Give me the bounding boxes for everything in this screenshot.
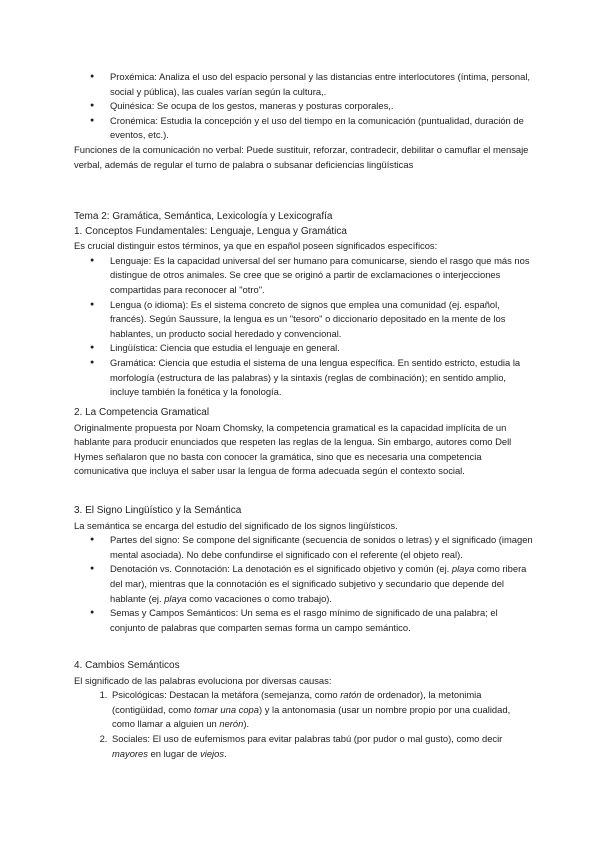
section-2-title: 2. La Competencia Gramatical (74, 407, 210, 418)
list-item: ● Lingüística: Ciencia que estudia el lenguaje en general. (108, 341, 534, 356)
text-run: en lugar de (147, 747, 201, 759)
section-1-intro: Es crucial distinguir estos términos, ya que en español poseen significados específicos: (74, 240, 438, 252)
section-3-list (74, 533, 534, 635)
section-4-intro: El significado de las palabras evoluciona por diversas causas: (74, 674, 332, 686)
text-run: Denotación vs. Connotación: La denotación es el significado objetivo y común (ej. (110, 563, 452, 575)
list-item: ● Semas y Campos Semánticos: Un sema es el rasgo mínimo de significado de una palabra; el conjunto de palabras que comparten semas forma un campo semántico. (108, 606, 534, 635)
text-run: Psicológicas: Destacan la metáfora (semejanza, como (112, 689, 341, 701)
list-item (110, 688, 534, 732)
text-run: de ordenador), la metonimia (contigüidad, como (112, 689, 482, 715)
text-run: ). (243, 718, 250, 730)
tema-section (74, 210, 534, 400)
section-4 (74, 659, 534, 761)
section-3-title: 3. El Signo Lingüístico y la Semántica (74, 505, 242, 516)
list-item: ● Gramática: Ciencia que estudia el sistema de una lengua específica. En sentido estricto, estudia la morfología (estructura de las palabras) y la sintaxis (reglas de combinación); en sentido amplio, incluye también la fonética y la fonología. (108, 356, 534, 400)
tema-title: Tema 2: Gramática, Semántica, Lexicología y Lexicografía (74, 211, 333, 222)
list-item (110, 732, 534, 761)
list-item: ● Cronémica: Estudia la concepción y el uso del tiempo en la comunicación (puntualidad, duración de eventos, etc.). (108, 114, 534, 143)
text-run: . (224, 747, 227, 759)
section-3 (74, 504, 534, 635)
section-1-list (74, 254, 534, 400)
nonverbal-list (74, 70, 534, 143)
section-1-title: 1. Conceptos Fundamentales: Lenguaje, Lengua y Gramática (74, 225, 347, 237)
functions-paragraph: Funciones de la comunicación no verbal: Puede sustituir, reforzar, contradecir, debilitar o camuflar el mensaje verbal, además de regular el turno de palabra o subsanar deficiencias lingüísticas (74, 143, 529, 170)
section-4-list (74, 688, 534, 761)
italic-term: playa (164, 592, 187, 604)
text-run: Sociales: El uso de eufemismos para evitar palabras tabú (por pudor o mal gusto), como decir (112, 732, 503, 744)
section-4-title: 4. Cambios Semánticos (74, 660, 180, 671)
list-item: ● Partes del signo: Se compone del significante (secuencia de sonidos o letras) y el significado (imagen mental asociada). No debe confundirse el significado con el referente (el objeto real). (108, 533, 534, 562)
list-item: ● Quinésica: Se ocupa de los gestos, maneras y posturas corporales,. (108, 99, 534, 114)
italic-term: playa (451, 563, 475, 575)
text-run: como ribera del mar), mientras que la connotación es el significado subjetivo y secundario que depende del hablante (ej. (110, 563, 527, 604)
italic-term: viejos (200, 747, 225, 759)
list-item: ● Lenguaje: Es la capacidad universal del ser humano para comunicarse, siendo el rasgo que más nos distingue de otros animales. Se cree que se originó a partir de exclamaciones o interjecciones compartidas para reconocer al "otro". (108, 254, 534, 298)
list-item: ● Proxémica: Analiza el uso del espacio personal y las distancias entre interlocutores (íntima, personal, social y pública), las cuales varían según la cultura,. (108, 70, 534, 99)
list-item: ● Lengua (o idioma): Es el sistema concreto de signos que emplea una comunidad (ej. español, francés). Según Saussure, la lengua es un "tesoro" o diccionario depositado en la mente de los hablantes, un producto social heredado y convencional. (108, 298, 534, 342)
italic-term: nerón (219, 718, 244, 730)
list-item (108, 562, 534, 606)
text-run: como vacaciones o como trabajo). (186, 592, 333, 604)
section-2-paragraph: Originalmente propuesta por Noam Chomsky, la competencia gramatical es la capacidad implícita de un hablante para producir enunciados que respeten las reglas de la lengua. Sin embargo, autores como Dell Hymes señalaron que no basta con conocer la gramática, sino que es necesaria una competencia comunicativa que incluya el saber usar la lengua de forma adecuada según el contexto social. (74, 421, 512, 477)
section-2 (74, 406, 534, 479)
italic-term: tomar una copa (193, 703, 259, 715)
text-run: ) y la antonomasia (usar un nombre propio por una cualidad, como llamar a alguien un (112, 703, 511, 730)
top-section (74, 70, 534, 172)
section-3-intro: La semántica se encarga del estudio del significado de los signos lingüísticos. (74, 519, 398, 531)
italic-term: ratón (340, 689, 362, 701)
italic-term: mayores (112, 747, 148, 759)
